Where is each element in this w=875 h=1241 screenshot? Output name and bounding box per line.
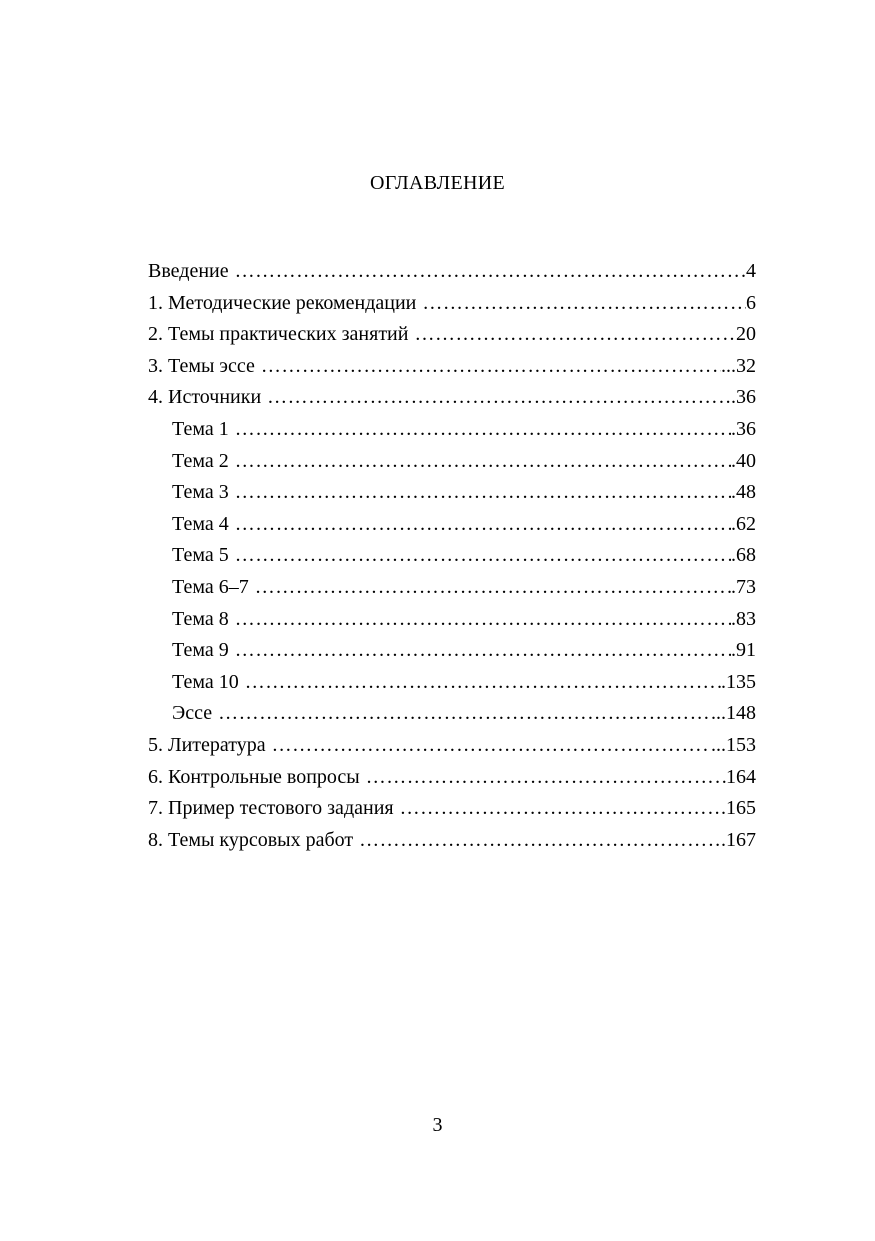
toc-dot-leader bbox=[235, 604, 731, 636]
toc-entry-label: Тема 2 bbox=[172, 449, 229, 472]
toc-dot-leader bbox=[400, 793, 721, 825]
toc-entry-label: 1. Методические рекомендации bbox=[148, 291, 417, 314]
toc-page-number: .36 bbox=[731, 417, 756, 440]
toc-page-number: .165 bbox=[721, 797, 756, 820]
toc-dot-leader bbox=[235, 414, 731, 446]
toc-entry-topic-10[interactable] bbox=[148, 667, 756, 699]
toc-page-number: .40 bbox=[731, 449, 756, 472]
toc-page-number: .4 bbox=[741, 260, 756, 282]
toc-entry-topic-1[interactable] bbox=[148, 414, 756, 446]
toc-dot-leader bbox=[218, 698, 711, 730]
toc-entry-essay-topics[interactable] bbox=[148, 351, 756, 383]
toc-page-number: .36 bbox=[731, 386, 756, 409]
toc-entry-label: 4. Источники bbox=[148, 386, 262, 409]
toc-dot-leader bbox=[359, 825, 721, 857]
toc-entry-label: Тема 8 bbox=[172, 607, 229, 630]
toc-entry-label: Тема 3 bbox=[172, 481, 229, 504]
toc-entry-label: Введение bbox=[148, 260, 229, 282]
toc-entry-topic-3[interactable] bbox=[148, 477, 756, 509]
toc-dot-leader bbox=[235, 256, 741, 288]
toc-entry-literature[interactable] bbox=[148, 730, 756, 762]
toc-page-number: .91 bbox=[731, 639, 756, 662]
toc-entry-label: 6. Контрольные вопросы bbox=[148, 765, 360, 788]
toc-entry-topic-9[interactable] bbox=[148, 635, 756, 667]
toc-entry-label: Тема 6–7 bbox=[172, 575, 249, 598]
toc-dot-leader bbox=[366, 762, 726, 794]
toc-dot-leader bbox=[235, 446, 731, 478]
table-of-contents bbox=[148, 256, 756, 856]
toc-page-number: .68 bbox=[731, 544, 756, 567]
toc-page-number: .135 bbox=[721, 670, 756, 693]
toc-dot-leader bbox=[422, 288, 746, 320]
toc-entry-essay[interactable] bbox=[148, 698, 756, 730]
toc-page-number: ...148 bbox=[711, 702, 756, 725]
toc-dot-leader bbox=[255, 572, 731, 604]
toc-dot-leader bbox=[245, 667, 721, 699]
toc-entry-label: 7. Пример тестового задания bbox=[148, 797, 394, 820]
toc-entry-topic-5[interactable] bbox=[148, 540, 756, 572]
toc-dot-leader bbox=[414, 319, 736, 351]
toc-dot-leader bbox=[267, 382, 731, 414]
toc-entry-topic-4[interactable] bbox=[148, 509, 756, 541]
page-title: ОГЛАВЛЕНИЕ bbox=[370, 172, 505, 194]
toc-entry-label: 3. Темы эссе bbox=[148, 354, 255, 377]
toc-entry-label: Тема 9 bbox=[172, 639, 229, 662]
toc-entry-methodical-recommendations[interactable] bbox=[148, 288, 756, 320]
toc-page-number: .167 bbox=[721, 828, 756, 851]
toc-page-number: ...153 bbox=[711, 733, 756, 756]
toc-entry-label: 2. Темы практических занятий bbox=[148, 323, 409, 346]
toc-entry-topic-6-7[interactable] bbox=[148, 572, 756, 604]
toc-page-number: .73 bbox=[731, 575, 756, 598]
toc-page-number: ...32 bbox=[721, 354, 756, 377]
toc-dot-leader bbox=[235, 509, 731, 541]
toc-entry-introduction[interactable] bbox=[148, 256, 756, 288]
toc-page-number: 20 bbox=[736, 323, 756, 346]
toc-entry-label: Тема 1 bbox=[172, 417, 229, 440]
toc-page-number: .83 bbox=[731, 607, 756, 630]
toc-page-number: 164 bbox=[726, 765, 756, 788]
toc-entry-practical-topics[interactable] bbox=[148, 319, 756, 351]
toc-entry-label: Тема 10 bbox=[172, 670, 239, 693]
toc-dot-leader bbox=[235, 635, 731, 667]
toc-page-number: 6 bbox=[746, 291, 756, 314]
toc-dot-leader bbox=[235, 477, 731, 509]
toc-entry-label: Тема 4 bbox=[172, 512, 229, 535]
toc-page-number: .48 bbox=[731, 481, 756, 504]
toc-entry-label: 8. Темы курсовых работ bbox=[148, 828, 354, 851]
toc-entry-control-questions[interactable] bbox=[148, 762, 756, 794]
toc-entry-label: 5. Литература bbox=[148, 733, 266, 756]
toc-entry-sources[interactable] bbox=[148, 382, 756, 414]
toc-page-number: .62 bbox=[731, 512, 756, 535]
toc-entry-topic-8[interactable] bbox=[148, 604, 756, 636]
toc-entry-label: Эссе bbox=[172, 702, 213, 725]
toc-dot-leader bbox=[261, 351, 721, 383]
toc-entry-label: Тема 5 bbox=[172, 544, 229, 567]
page-number: 3 bbox=[432, 1114, 443, 1136]
toc-dot-leader bbox=[235, 540, 731, 572]
toc-entry-coursework-topics[interactable] bbox=[148, 825, 756, 857]
toc-entry-topic-2[interactable] bbox=[148, 446, 756, 478]
toc-entry-test-example[interactable] bbox=[148, 793, 756, 825]
toc-dot-leader bbox=[272, 730, 711, 762]
